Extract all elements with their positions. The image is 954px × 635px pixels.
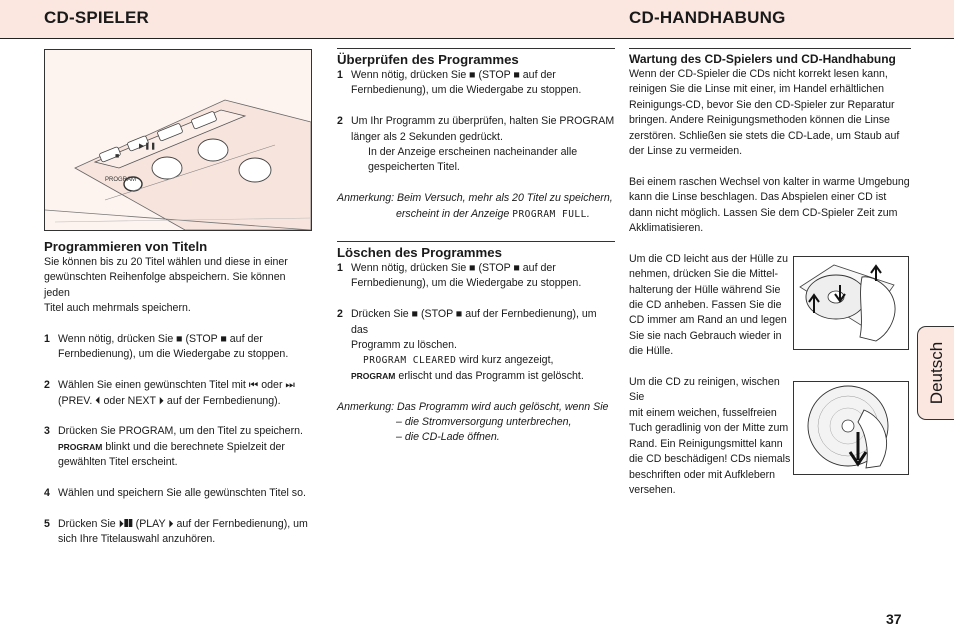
para-line: Sie sie nach Gebrauch wieder in: [629, 329, 782, 342]
step-1: [337, 68, 615, 99]
step-3: [44, 424, 314, 470]
note-text: erscheint in der Anzeige: [396, 207, 510, 220]
para-line: die CD beschädigen! CDs niemals: [629, 453, 791, 466]
page-title-cd-spieler: CD-SPIELER: [44, 8, 149, 27]
heading-loeschen: Löschen des Programmes: [337, 241, 615, 261]
step-4: [44, 486, 314, 501]
para-line: versehen.: [629, 483, 676, 496]
column-programmieren: [44, 239, 314, 548]
step-text: gespeicherten Titel.: [368, 161, 460, 174]
step-text: Wählen Sie einen gewünschten Titel mit ⏮ oder ⏭: [58, 379, 295, 392]
language-tab-label: Deutsch: [926, 341, 946, 405]
intro-line: Titel auch mehrmals speichern.: [44, 302, 191, 315]
step-text: blinkt und die berechnete Spielzeit der: [102, 440, 285, 453]
step-number: 2: [337, 115, 343, 128]
cd-cleaning-drawing: [794, 382, 908, 474]
step-text: Drücken Sie ■ (STOP ■ auf der Fernbedienung), um das: [351, 308, 597, 336]
note-text: – die CD-Lade öffnen.: [396, 431, 500, 444]
para-line: mit einem weichen, fusselfreien: [629, 406, 777, 419]
cd-player-drawing: [45, 50, 311, 230]
step-text: erlischt und das Programm ist gelöscht.: [395, 369, 584, 382]
para-line: reinigen Sie die Linse mit einer, im Handel erhältlichen: [629, 83, 884, 96]
step-number: 1: [337, 262, 343, 275]
cd-cleaning-illustration: [793, 381, 909, 475]
step-1: [44, 332, 314, 363]
language-tab: [917, 326, 954, 420]
step-text: Programm zu löschen.: [351, 339, 457, 352]
step-number: 2: [337, 308, 343, 321]
para-line: Wenn der CD-Spieler die CDs nicht korrekt lesen kann,: [629, 68, 888, 80]
para-line: CD immer am Rand an und legen: [629, 314, 787, 327]
para-line: Akklimatisieren.: [629, 222, 704, 235]
step-text: Fernbedienung), um die Wiedergabe zu stoppen.: [58, 348, 289, 361]
para-line: die Hülle.: [629, 345, 674, 358]
step-number: 4: [44, 487, 50, 500]
step-text: gewählten Titel erscheint.: [58, 456, 178, 469]
note-text: – die Stromversorgung unterbrechen,: [396, 416, 572, 429]
para-line: kann die Linse beschlagen. Das Abspielen einer CD ist: [629, 191, 887, 204]
step-text: sich Ihre Titelauswahl anzuhören.: [58, 533, 216, 546]
para-line: Um die CD zu reinigen, wischen Sie: [629, 376, 780, 404]
step-text: Drücken Sie ⏵❚❚ (PLAY ⏵ auf der Fernbedienung), um: [58, 517, 308, 530]
para-line: dann nicht möglich. Lassen Sie dem CD-Spieler Zeit zum: [629, 206, 898, 219]
step-text: länger als 2 Sekunden gedrückt.: [351, 130, 503, 143]
page-number: 37: [886, 611, 902, 627]
column-programm: [337, 48, 615, 446]
note-text: Anmerkung: Beim Versuch, mehr als 20 Titel zu speichern,: [337, 192, 613, 205]
step-text: Fernbedienung), um die Wiedergabe zu stoppen.: [351, 277, 582, 290]
para-line: Rand. Ein Reinigungsmittel kann: [629, 437, 783, 450]
program-indicator: PROGRAM: [58, 441, 103, 452]
page-title-cd-handhabung: CD-HANDHABUNG: [629, 8, 786, 27]
para-line: beschriften oder mit Aufklebern: [629, 468, 776, 481]
para-line: Tuch geradlinig von der Mitte zum: [629, 422, 789, 435]
step-2: [44, 378, 314, 409]
para-line: die CD anheben. Fassen Sie die: [629, 299, 782, 312]
para-line: Bei einem raschen Wechsel von kalter in warme Umgebung: [629, 175, 910, 188]
para-line: nehmen, drücken Sie die Mittel-: [629, 268, 778, 281]
note-text: Anmerkung: Das Programm wird auch gelöscht, wenn Sie: [337, 400, 609, 413]
step-text: Wählen und speichern Sie alle gewünschten Titel so.: [58, 487, 306, 500]
step-2: [337, 114, 615, 176]
para-line: der Linse zu vermeiden.: [629, 145, 743, 158]
device-stop-label: ■: [115, 153, 120, 160]
step-text: In der Anzeige erscheinen nacheinander alle: [368, 146, 578, 159]
lcd-program-cleared: PROGRAM CLEARED: [363, 355, 457, 367]
program-indicator: PROGRAM: [351, 370, 396, 381]
heading-ueberpruefen: Überprüfen des Programmes: [337, 48, 615, 68]
device-program-label: PROGRAM: [105, 177, 137, 183]
cd-case-drawing: [794, 257, 908, 349]
device-play-label: ▶❚❚: [139, 143, 157, 150]
step-text: Wenn nötig, drücken Sie ■ (STOP ■ auf der: [351, 262, 556, 275]
intro-line: gewünschten Reihenfolge abspeichern. Sie können jeden: [44, 271, 286, 299]
intro-line: Sie können bis zu 20 Titel wählen und diese in einer: [44, 256, 288, 268]
step-number: 5: [44, 517, 50, 530]
step-text: Um Ihr Programm zu überprüfen, halten Sie PROGRAM: [351, 115, 615, 128]
heading-programmieren: Programmieren von Titeln: [44, 239, 208, 254]
step-number: 1: [44, 333, 50, 346]
para-line: zerstören. Schließen sie stets die CD-Lade, um Staub auf: [629, 129, 900, 142]
cd-player-illustration: [44, 49, 312, 231]
heading-wartung: Wartung des CD-Spielers und CD-Handhabung: [629, 48, 911, 67]
step-1: [337, 261, 615, 292]
step-text: Fernbedienung), um die Wiedergabe zu stoppen.: [351, 84, 582, 97]
step-text: wird kurz angezeigt,: [456, 354, 554, 367]
step-5: [44, 517, 314, 548]
lcd-program-full: PROGRAM FULL: [512, 208, 587, 220]
para-line: Reinigungs-CD, bevor Sie den CD-Spieler zur Reparatur: [629, 98, 895, 111]
step-text: (PREV. ⏴ oder NEXT ⏵ auf der Fernbedienung).: [58, 394, 281, 407]
step-number: 1: [337, 69, 343, 81]
note-text: .: [586, 207, 590, 220]
step-text: Wenn nötig, drücken Sie ■ (STOP ■ auf der: [351, 69, 556, 81]
step-text: Drücken Sie PROGRAM, um den Titel zu speichern.: [58, 425, 303, 438]
step-number: 2: [44, 379, 50, 392]
step-number: 3: [44, 425, 50, 438]
para-line: Um die CD leicht aus der Hülle zu: [629, 252, 788, 265]
step-text: Wenn nötig, drücken Sie ■ (STOP ■ auf der: [58, 333, 263, 346]
para-line: bringen. Andere Reinigungsmethoden können die Linse: [629, 114, 890, 127]
para-line: halterung der Hülle während Sie: [629, 283, 781, 296]
cd-case-illustration: [793, 256, 909, 350]
step-2: [337, 307, 615, 384]
